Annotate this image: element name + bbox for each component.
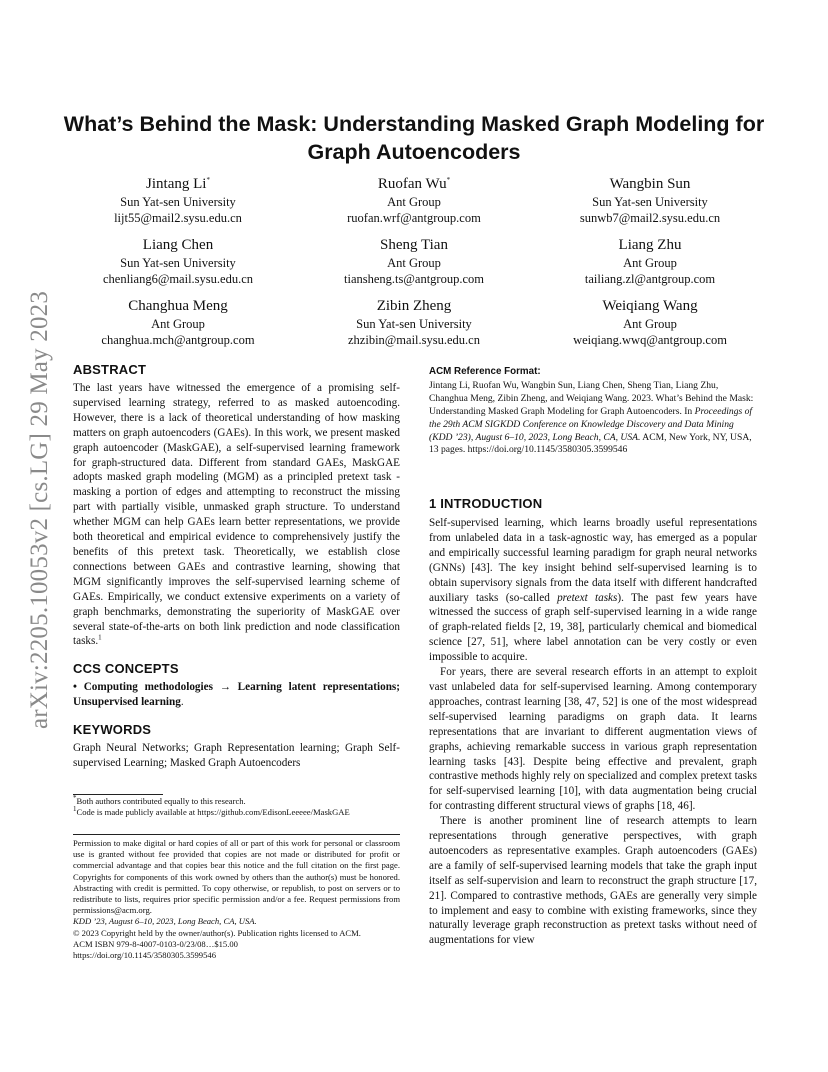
copyright-line: © 2023 Copyright held by the owner/author(s). Publication rights licensed to ACM. xyxy=(73,927,361,938)
doi-link[interactable]: https://doi.org/10.1145/3580305.3599546 xyxy=(73,950,216,961)
author-email[interactable]: tailiang.zl@antgroup.com xyxy=(584,272,716,286)
author-5 xyxy=(296,236,532,287)
footnote-equal-contribution xyxy=(73,796,400,807)
footnote-mark: 1 xyxy=(73,805,77,814)
permission-rule xyxy=(73,834,400,835)
author-block xyxy=(60,175,768,348)
author-8 xyxy=(296,297,532,348)
author-name: Jintang Li xyxy=(146,176,207,192)
footnotes xyxy=(73,796,400,818)
author-email[interactable]: lijt55@mail2.sysu.edu.cn xyxy=(114,211,242,225)
author-name: Changhua Meng xyxy=(128,298,228,314)
author-6 xyxy=(532,236,768,287)
ccs-period: . xyxy=(180,696,184,709)
isbn-line: ACM ISBN 979-8-4007-0103-0/23/08…$15.00 xyxy=(73,938,238,949)
author-name: Liang Chen xyxy=(142,237,214,253)
acm-reference xyxy=(429,366,757,457)
author-email[interactable]: weiqiang.wwq@antgroup.com xyxy=(573,333,727,347)
pretext-tasks-term: pretext tasks xyxy=(557,591,618,604)
author-affiliation: Ant Group xyxy=(387,256,441,270)
footnote-equal-text: Both authors contributed equally to this research. xyxy=(76,796,246,806)
author-name: Sheng Tian xyxy=(380,237,448,253)
arxiv-stamp xyxy=(20,280,60,740)
footnote-rule xyxy=(73,794,163,795)
author-affiliation: Ant Group xyxy=(623,256,677,270)
keywords-heading: KEYWORDS xyxy=(73,722,152,738)
intro-paragraph-2: For years, there are several research efforts in an attempt to exploit vast unlabeled data for self-supervised learning. Among contemporary approaches, contrast learning [38, 47, 52] is one of the most widespread self-supervised learning paradigms on graph data. It learns representations that are invariant to different augmentation views of graphs, achieving remarkable success in various graph representation learning tasks [43]. Despite being effective and prevalent, graph contrastive methods highly rely on specialized and complex pretext tasks for self-supervised learning [10], with data augmentation being crucial for contrasting different structural views of graphs [18, 46]. xyxy=(429,666,757,813)
abstract-text: The last years have witnessed the emergence of a promising self-supervised learning strategy, referred to as masked autoencoding. However, there is a lack of theoretical understanding of how masking matters on graph autoencoders (GAEs). In this work, we present masked graph autoencoder (MaskGAE), a self-supervised learning framework for graph-structured data. Different from standard GAEs, MaskGAE adopts masked graph modeling (MGM) as a principled pretext task - masking a portion of edges and attempting to reconstruct the missing part with partially visible, unmasked graph structure. To understand whether MGM can help GAEs learn better representations, we provide both theoretical and empirical evidence to comprehensively justify the benefits of this pretext task. Theoretically, we establish close connections between GAEs and contrastive learning, showing that MGM significantly improves the self-supervised learning scheme of GAEs. Empirically, we conduct extensive experiments on a variety of graph benchmarks, demonstrating the superiority of MaskGAE over several state-of-the-arts on both link prediction and node classification tasks. xyxy=(73,382,400,648)
author-email[interactable]: zhzibin@mail.sysu.edu.cn xyxy=(348,333,480,347)
author-affiliation: Sun Yat-sen University xyxy=(592,195,708,209)
author-email[interactable]: sunwb7@mail2.sysu.edu.cn xyxy=(579,211,721,225)
author-affiliation: Sun Yat-sen University xyxy=(356,317,472,331)
abstract-heading: ABSTRACT xyxy=(73,362,147,377)
ccs-heading: CCS CONCEPTS xyxy=(73,661,179,677)
left-column xyxy=(73,362,400,771)
ccs-body xyxy=(73,680,400,710)
keywords-text: Graph Neural Networks; Graph Representation learning; Graph Self-supervised Learning; Masked Graph Autoencoders xyxy=(73,742,400,770)
author-affiliation: Ant Group xyxy=(387,195,441,209)
author-1 xyxy=(60,175,296,226)
author-7 xyxy=(60,297,296,348)
permission-block xyxy=(73,838,400,961)
intro-paragraph-1: Self-supervised learning, which learns broadly useful representations from unlabeled data in a task-agnostic way, has emerged as a popular and empirically successful learning paradigm for graph neural networks (GNNs) [43]. The key insight behind self-supervised learning is to obtain supervisory signals from the data itself with different handcrafted auxiliary tasks (so-called pretext tasks). The past few years have witnessed the success of graph self-supervised learning in a wide range of graph-related fields [2, 19, 38], particularly chemical and biomedical science [27, 51], where label annotation can be very costly or even impossible to acquire. xyxy=(429,517,757,664)
venue-line: KDD ’23, August 6–10, 2023, Long Beach, CA, USA. xyxy=(73,916,257,927)
equal-contribution-mark: * xyxy=(446,176,451,184)
right-column xyxy=(429,496,757,948)
paper-title: What’s Behind the Mask: Understanding Masked Graph Modeling for Graph Autoencoders xyxy=(63,112,765,164)
intro-heading: 1 INTRODUCTION xyxy=(429,496,543,511)
author-email[interactable]: changhua.mch@antgroup.com xyxy=(101,333,255,347)
author-name: Weiqiang Wang xyxy=(602,298,698,314)
author-name: Zibin Zheng xyxy=(376,298,452,314)
author-affiliation: Ant Group xyxy=(623,317,677,331)
acm-reference-text: Jintang Li, Ruofan Wu, Wangbin Sun, Liang Chen, Sheng Tian, Liang Zhu, Changhua Meng, Zibin Zheng, and Weiqiang Wang. 2023. What’s Behind the Mask: Understanding Masked Graph Modeling for Graph Autoencoders. In Proceedings of the 29th ACM SIGKDD Conference on Knowledge Discovery and Data Mining (KDD ’23), August 6–10, 2023, Long Beach, CA, USA. ACM, New York, NY, USA, 13 pages. https://doi.org/10.1145/3580305.3599546 xyxy=(429,379,754,456)
intro-paragraph-3: There is another prominent line of research attempts to learn representations through generative perspectives, with graph autoencoders as representative examples. Graph autoencoders (GAEs) are a family of self-supervised learning models that take the graph input itself as self-supervision and learn to reconstruct the graph structure [17, 21]. Compared to contrastive methods, GAEs are generally very simple to implement and easy to combine with existing frameworks, since they naturally leverage graph reconstruction as pretext tasks without need of augmentations for view xyxy=(429,815,757,947)
footnote-code xyxy=(73,807,400,818)
author-2 xyxy=(296,175,532,226)
arxiv-stamp-text: arXiv:2205.10053v2 [cs.LG] 29 May 2023 xyxy=(26,290,53,730)
author-affiliation: Ant Group xyxy=(151,317,205,331)
acm-reference-venue: Proceedings of the 29th ACM SIGKDD Conference on Knowledge Discovery and Data Mining (KDD ’23), August 6–10, 2023, Long Beach, CA, USA. xyxy=(429,405,753,443)
acm-reference-heading: ACM Reference Format: xyxy=(429,366,541,377)
author-9 xyxy=(532,297,768,348)
author-email[interactable]: chenliang6@mail.sysu.edu.cn xyxy=(102,272,254,286)
author-3 xyxy=(532,175,768,226)
ccs-bullet: • xyxy=(73,681,77,694)
footnote-code-link[interactable]: Code is made publicly available at https://github.com/EdisonLeeeee/MaskGAE xyxy=(76,807,350,818)
author-name: Liang Zhu xyxy=(618,237,682,253)
abstract-body xyxy=(73,381,400,649)
author-4 xyxy=(60,236,296,287)
author-email[interactable]: tiansheng.ts@antgroup.com xyxy=(344,272,484,286)
author-email[interactable]: ruofan.wrf@antgroup.com xyxy=(347,211,481,225)
footnote-mark: * xyxy=(73,794,77,803)
footnote-ref[interactable]: 1 xyxy=(98,633,102,642)
ccs-concepts: Computing methodologies → Learning latent representations; Unsupervised learning xyxy=(73,681,400,709)
equal-contribution-mark: * xyxy=(206,176,210,184)
permission-text: Permission to make digital or hard copies of all or part of this work for personal or classroom use is granted without fee provided that copies are not made or distributed for profit or commercial advantage and that copies bear this notice and the full citation on the first page. Copyrights for components of this work owned by others than the author(s) must be honored. Abstracting with credit is permitted. To copy otherwise, or republish, to post on servers or to redistribute to lists, requires prior specific permission and/or a fee. Request permissions from permissions@acm.org. xyxy=(73,838,400,916)
author-affiliation: Sun Yat-sen University xyxy=(120,195,236,209)
author-name: Wangbin Sun xyxy=(609,176,691,192)
author-name: Ruofan Wu xyxy=(377,176,447,192)
author-affiliation: Sun Yat-sen University xyxy=(120,256,236,270)
